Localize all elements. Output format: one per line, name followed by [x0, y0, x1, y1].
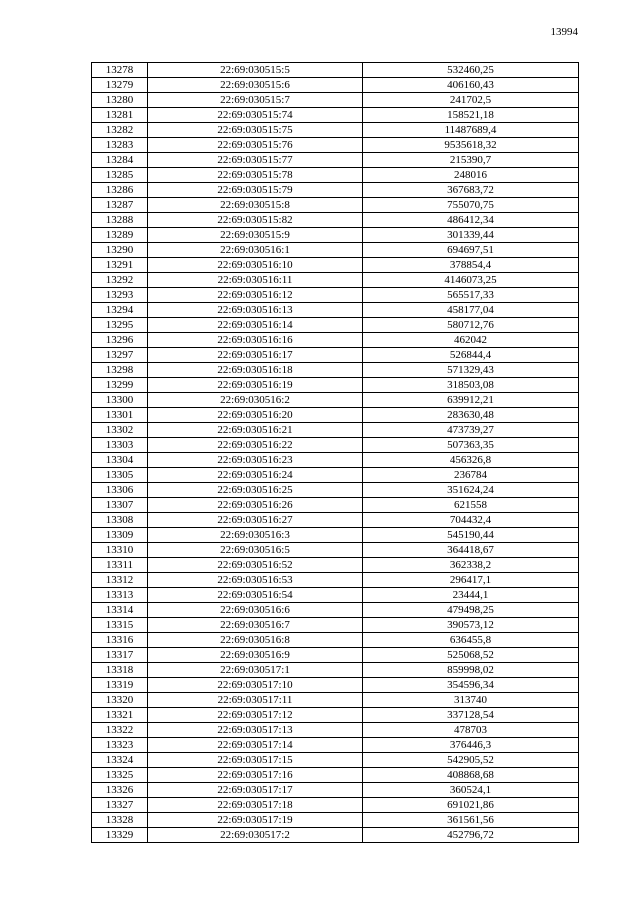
cadastral-number-cell: 22:69:030516:12	[148, 288, 363, 303]
row-number-cell: 13293	[92, 288, 148, 303]
table-row	[92, 198, 579, 213]
table-row	[92, 318, 579, 333]
cadastral-number-cell: 22:69:030517:17	[148, 783, 363, 798]
row-number-cell: 13322	[92, 723, 148, 738]
cadastral-number-cell: 22:69:030516:6	[148, 603, 363, 618]
row-number-cell: 13315	[92, 618, 148, 633]
value-cell: 755070,75	[363, 198, 579, 213]
cadastral-number-cell: 22:69:030517:1	[148, 663, 363, 678]
table-row	[92, 783, 579, 798]
cadastral-number-cell: 22:69:030516:5	[148, 543, 363, 558]
value-cell: 486412,34	[363, 213, 579, 228]
cadastral-number-cell: 22:69:030516:1	[148, 243, 363, 258]
table-row	[92, 483, 579, 498]
cadastral-number-cell: 22:69:030515:9	[148, 228, 363, 243]
row-number-cell: 13329	[92, 828, 148, 843]
value-cell: 704432,4	[363, 513, 579, 528]
row-number-cell: 13307	[92, 498, 148, 513]
table-row	[92, 528, 579, 543]
value-cell: 158521,18	[363, 108, 579, 123]
row-number-cell: 13305	[92, 468, 148, 483]
table-row	[92, 813, 579, 828]
row-number-cell: 13278	[92, 63, 148, 78]
table-row	[92, 303, 579, 318]
cadastral-number-cell: 22:69:030516:27	[148, 513, 363, 528]
value-cell: 296417,1	[363, 573, 579, 588]
row-number-cell: 13328	[92, 813, 148, 828]
table-row	[92, 438, 579, 453]
cadastral-number-cell: 22:69:030517:19	[148, 813, 363, 828]
row-number-cell: 13314	[92, 603, 148, 618]
value-cell: 636455,8	[363, 633, 579, 648]
table-row	[92, 213, 579, 228]
value-cell: 580712,76	[363, 318, 579, 333]
row-number-cell: 13327	[92, 798, 148, 813]
row-number-cell: 13318	[92, 663, 148, 678]
table-row	[92, 558, 579, 573]
value-cell: 351624,24	[363, 483, 579, 498]
row-number-cell: 13291	[92, 258, 148, 273]
value-cell: 236784	[363, 468, 579, 483]
table-row	[92, 63, 579, 78]
table-row	[92, 798, 579, 813]
cadastral-number-cell: 22:69:030515:75	[148, 123, 363, 138]
cadastral-number-cell: 22:69:030515:79	[148, 183, 363, 198]
table-row	[92, 348, 579, 363]
cadastral-number-cell: 22:69:030515:77	[148, 153, 363, 168]
cadastral-number-cell: 22:69:030517:13	[148, 723, 363, 738]
cadastral-number-cell: 22:69:030516:22	[148, 438, 363, 453]
cadastral-number-cell: 22:69:030516:17	[148, 348, 363, 363]
value-cell: 367683,72	[363, 183, 579, 198]
row-number-cell: 13289	[92, 228, 148, 243]
table-row	[92, 588, 579, 603]
cadastral-number-cell: 22:69:030515:5	[148, 63, 363, 78]
table-row	[92, 183, 579, 198]
value-cell: 859998,02	[363, 663, 579, 678]
cadastral-number-cell: 22:69:030516:20	[148, 408, 363, 423]
row-number-cell: 13290	[92, 243, 148, 258]
table-row	[92, 603, 579, 618]
value-cell: 458177,04	[363, 303, 579, 318]
table-row	[92, 228, 579, 243]
value-cell: 376446,3	[363, 738, 579, 753]
cadastral-number-cell: 22:69:030515:7	[148, 93, 363, 108]
table-row	[92, 513, 579, 528]
cadastral-number-cell: 22:69:030516:54	[148, 588, 363, 603]
table-row	[92, 453, 579, 468]
table-row	[92, 768, 579, 783]
table-row	[92, 168, 579, 183]
table-row	[92, 108, 579, 123]
table-row	[92, 153, 579, 168]
cadastral-number-cell: 22:69:030517:12	[148, 708, 363, 723]
row-number-cell: 13284	[92, 153, 148, 168]
table-row	[92, 633, 579, 648]
row-number-cell: 13297	[92, 348, 148, 363]
row-number-cell: 13300	[92, 393, 148, 408]
records-table-body	[92, 63, 579, 843]
cadastral-number-cell: 22:69:030516:25	[148, 483, 363, 498]
table-row	[92, 678, 579, 693]
row-number-cell: 13301	[92, 408, 148, 423]
table-row	[92, 828, 579, 843]
table-row	[92, 408, 579, 423]
cadastral-number-cell: 22:69:030517:2	[148, 828, 363, 843]
cadastral-number-cell: 22:69:030517:14	[148, 738, 363, 753]
value-cell: 571329,43	[363, 363, 579, 378]
value-cell: 406160,43	[363, 78, 579, 93]
table-row	[92, 288, 579, 303]
cadastral-number-cell: 22:69:030516:8	[148, 633, 363, 648]
row-number-cell: 13280	[92, 93, 148, 108]
row-number-cell: 13308	[92, 513, 148, 528]
value-cell: 542905,52	[363, 753, 579, 768]
table-row	[92, 393, 579, 408]
cadastral-number-cell: 22:69:030517:15	[148, 753, 363, 768]
page-number: 13994	[550, 26, 578, 38]
row-number-cell: 13324	[92, 753, 148, 768]
row-number-cell: 13310	[92, 543, 148, 558]
value-cell: 565517,33	[363, 288, 579, 303]
table-row	[92, 138, 579, 153]
table-row	[92, 243, 579, 258]
table-row	[92, 498, 579, 513]
value-cell: 318503,08	[363, 378, 579, 393]
cadastral-number-cell: 22:69:030516:16	[148, 333, 363, 348]
value-cell: 337128,54	[363, 708, 579, 723]
value-cell: 378854,4	[363, 258, 579, 273]
records-table	[91, 62, 579, 843]
cadastral-number-cell: 22:69:030515:74	[148, 108, 363, 123]
cadastral-number-cell: 22:69:030516:23	[148, 453, 363, 468]
row-number-cell: 13283	[92, 138, 148, 153]
row-number-cell: 13295	[92, 318, 148, 333]
row-number-cell: 13306	[92, 483, 148, 498]
table-row	[92, 543, 579, 558]
row-number-cell: 13309	[92, 528, 148, 543]
value-cell: 360524,1	[363, 783, 579, 798]
table-row	[92, 573, 579, 588]
table-row	[92, 618, 579, 633]
cadastral-number-cell: 22:69:030517:11	[148, 693, 363, 708]
value-cell: 9535618,32	[363, 138, 579, 153]
row-number-cell: 13281	[92, 108, 148, 123]
table-row	[92, 78, 579, 93]
value-cell: 456326,8	[363, 453, 579, 468]
value-cell: 694697,51	[363, 243, 579, 258]
row-number-cell: 13323	[92, 738, 148, 753]
cadastral-number-cell: 22:69:030516:21	[148, 423, 363, 438]
row-number-cell: 13286	[92, 183, 148, 198]
cadastral-number-cell: 22:69:030516:11	[148, 273, 363, 288]
row-number-cell: 13319	[92, 678, 148, 693]
table-row	[92, 753, 579, 768]
value-cell: 248016	[363, 168, 579, 183]
row-number-cell: 13320	[92, 693, 148, 708]
row-number-cell: 13303	[92, 438, 148, 453]
cadastral-number-cell: 22:69:030516:13	[148, 303, 363, 318]
row-number-cell: 13299	[92, 378, 148, 393]
value-cell: 639912,21	[363, 393, 579, 408]
cadastral-number-cell: 22:69:030516:3	[148, 528, 363, 543]
value-cell: 525068,52	[363, 648, 579, 663]
cadastral-number-cell: 22:69:030515:8	[148, 198, 363, 213]
table-row	[92, 693, 579, 708]
table-row	[92, 738, 579, 753]
value-cell: 11487689,4	[363, 123, 579, 138]
row-number-cell: 13325	[92, 768, 148, 783]
row-number-cell: 13296	[92, 333, 148, 348]
value-cell: 532460,25	[363, 63, 579, 78]
row-number-cell: 13285	[92, 168, 148, 183]
cadastral-number-cell: 22:69:030516:18	[148, 363, 363, 378]
cadastral-number-cell: 22:69:030515:78	[148, 168, 363, 183]
cadastral-number-cell: 22:69:030517:18	[148, 798, 363, 813]
cadastral-number-cell: 22:69:030515:6	[148, 78, 363, 93]
table-row	[92, 258, 579, 273]
value-cell: 452796,72	[363, 828, 579, 843]
value-cell: 545190,44	[363, 528, 579, 543]
row-number-cell: 13282	[92, 123, 148, 138]
cadastral-number-cell: 22:69:030515:82	[148, 213, 363, 228]
table-row	[92, 663, 579, 678]
value-cell: 526844,4	[363, 348, 579, 363]
cadastral-number-cell: 22:69:030516:53	[148, 573, 363, 588]
cadastral-number-cell: 22:69:030516:26	[148, 498, 363, 513]
value-cell: 479498,25	[363, 603, 579, 618]
row-number-cell: 13313	[92, 588, 148, 603]
row-number-cell: 13294	[92, 303, 148, 318]
value-cell: 462042	[363, 333, 579, 348]
value-cell: 478703	[363, 723, 579, 738]
table-row	[92, 273, 579, 288]
cadastral-number-cell: 22:69:030516:52	[148, 558, 363, 573]
value-cell: 361561,56	[363, 813, 579, 828]
table-row	[92, 723, 579, 738]
row-number-cell: 13304	[92, 453, 148, 468]
table-row	[92, 363, 579, 378]
value-cell: 301339,44	[363, 228, 579, 243]
row-number-cell: 13292	[92, 273, 148, 288]
value-cell: 362338,2	[363, 558, 579, 573]
table-row	[92, 93, 579, 108]
cadastral-number-cell: 22:69:030516:7	[148, 618, 363, 633]
cadastral-number-cell: 22:69:030517:16	[148, 768, 363, 783]
row-number-cell: 13302	[92, 423, 148, 438]
cadastral-number-cell: 22:69:030516:2	[148, 393, 363, 408]
table-row	[92, 468, 579, 483]
value-cell: 621558	[363, 498, 579, 513]
cadastral-number-cell: 22:69:030515:76	[148, 138, 363, 153]
value-cell: 354596,34	[363, 678, 579, 693]
value-cell: 390573,12	[363, 618, 579, 633]
cadastral-number-cell: 22:69:030516:9	[148, 648, 363, 663]
row-number-cell: 13312	[92, 573, 148, 588]
value-cell: 507363,35	[363, 438, 579, 453]
table-row	[92, 423, 579, 438]
row-number-cell: 13288	[92, 213, 148, 228]
table-row	[92, 333, 579, 348]
row-number-cell: 13298	[92, 363, 148, 378]
row-number-cell: 13317	[92, 648, 148, 663]
row-number-cell: 13279	[92, 78, 148, 93]
table-row	[92, 648, 579, 663]
value-cell: 313740	[363, 693, 579, 708]
row-number-cell: 13287	[92, 198, 148, 213]
row-number-cell: 13326	[92, 783, 148, 798]
value-cell: 691021,86	[363, 798, 579, 813]
value-cell: 241702,5	[363, 93, 579, 108]
value-cell: 215390,7	[363, 153, 579, 168]
value-cell: 473739,27	[363, 423, 579, 438]
row-number-cell: 13311	[92, 558, 148, 573]
value-cell: 283630,48	[363, 408, 579, 423]
value-cell: 23444,1	[363, 588, 579, 603]
cadastral-number-cell: 22:69:030516:24	[148, 468, 363, 483]
value-cell: 408868,68	[363, 768, 579, 783]
table-row	[92, 708, 579, 723]
cadastral-number-cell: 22:69:030516:19	[148, 378, 363, 393]
cadastral-number-cell: 22:69:030517:10	[148, 678, 363, 693]
cadastral-number-cell: 22:69:030516:14	[148, 318, 363, 333]
row-number-cell: 13321	[92, 708, 148, 723]
table-row	[92, 123, 579, 138]
table-row	[92, 378, 579, 393]
cadastral-number-cell: 22:69:030516:10	[148, 258, 363, 273]
value-cell: 364418,67	[363, 543, 579, 558]
row-number-cell: 13316	[92, 633, 148, 648]
value-cell: 4146073,25	[363, 273, 579, 288]
